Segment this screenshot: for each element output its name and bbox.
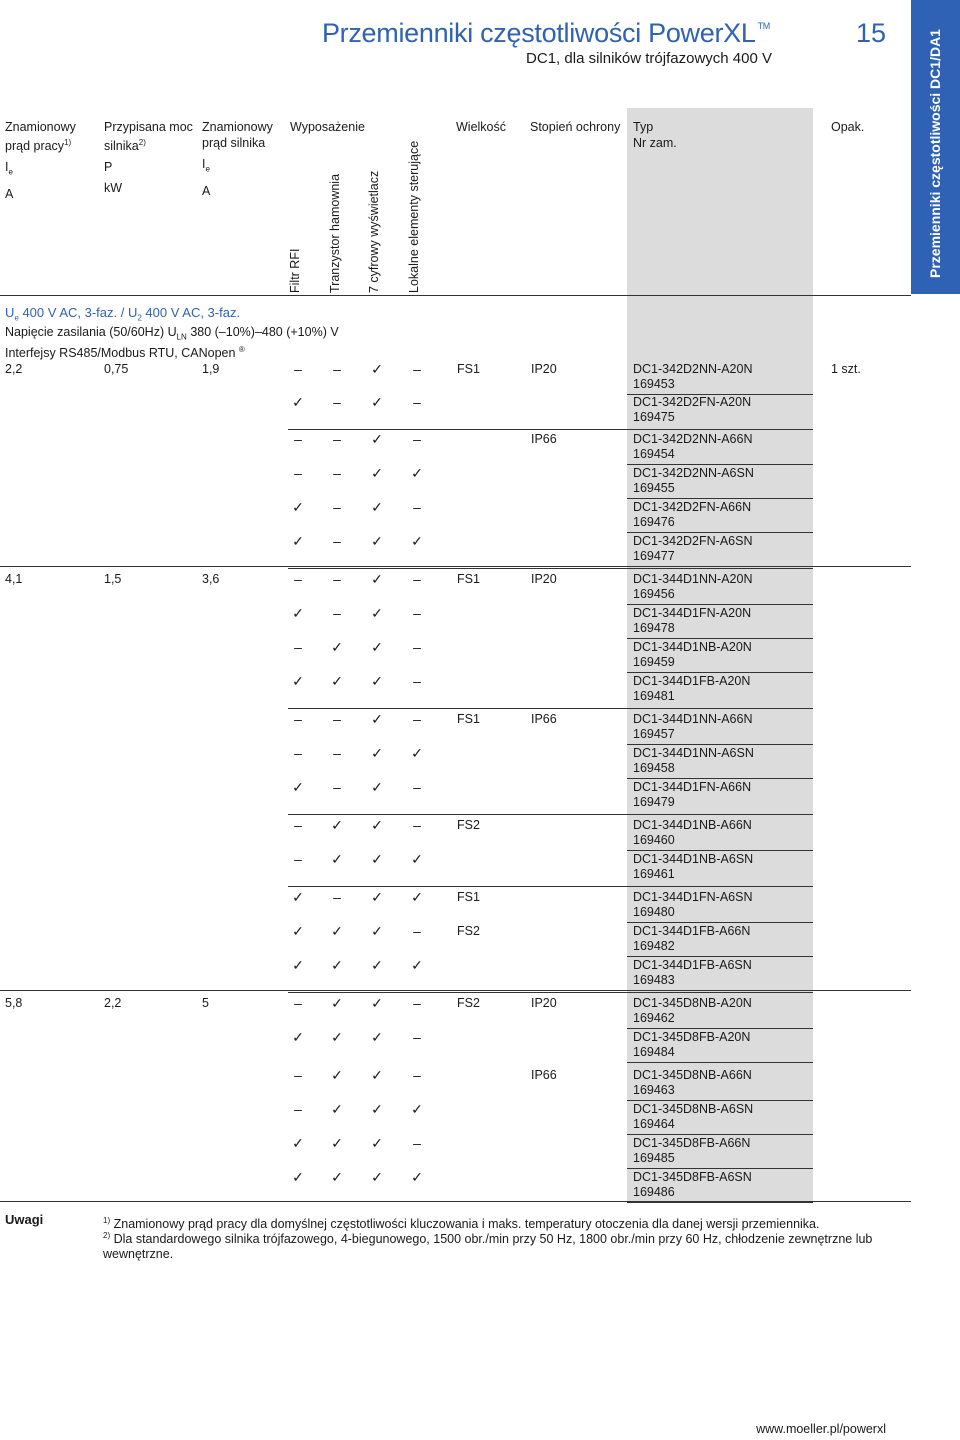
- row-separator: [0, 1201, 911, 1202]
- dash-icon: –: [413, 361, 421, 377]
- header-display: 7 cyfrowy wyświetlacz: [367, 170, 381, 293]
- dash-icon: –: [294, 851, 302, 867]
- header-rated-current: Znamionowy prąd pracy$^{1)}$ $I_e$ A: [5, 120, 76, 201]
- order-number: 169458: [633, 761, 675, 775]
- dash-icon: –: [333, 605, 341, 621]
- page-subtitle: DC1, dla silników trójfazowych 400 V: [526, 50, 772, 67]
- order-number: 169464: [633, 1117, 675, 1131]
- checkmark-icon: ✓: [371, 711, 383, 727]
- checkmark-icon: ✓: [371, 995, 383, 1011]
- order-number: 169478: [633, 621, 675, 635]
- dash-icon: –: [413, 431, 421, 447]
- side-tab-label: Przemienniki częstotliwości DC1/DA1: [927, 29, 943, 278]
- row-separator: [0, 566, 911, 567]
- dash-icon: –: [294, 639, 302, 655]
- order-number: 169477: [633, 549, 675, 563]
- header-motor-power: Przypisana moc silnika$^{2)}$ P kW: [104, 120, 193, 196]
- dash-icon: –: [413, 394, 421, 410]
- row-separator: [288, 814, 813, 815]
- type-designation: DC1-344D1NN-A6SN: [633, 746, 754, 760]
- checkmark-icon: ✓: [292, 533, 304, 549]
- type-designation: DC1-344D1NB-A66N: [633, 818, 752, 832]
- dash-icon: –: [333, 571, 341, 587]
- dash-icon: –: [413, 779, 421, 795]
- checkmark-icon: ✓: [331, 1101, 343, 1117]
- row-separator: [0, 990, 911, 991]
- checkmark-icon: ✓: [331, 817, 343, 833]
- dash-icon: –: [333, 465, 341, 481]
- checkmark-icon: ✓: [292, 499, 304, 515]
- checkmark-icon: ✓: [411, 851, 423, 867]
- row-separator: [627, 1134, 813, 1135]
- rated-current-value: 2,2: [5, 362, 23, 376]
- dash-icon: –: [333, 431, 341, 447]
- checkmark-icon: ✓: [411, 465, 423, 481]
- rated-current-value: 5,8: [5, 996, 23, 1010]
- checkmark-icon: ✓: [371, 779, 383, 795]
- checkmark-icon: ✓: [331, 1067, 343, 1083]
- row-separator: [627, 922, 813, 923]
- motor-power-value: 2,2: [104, 996, 122, 1010]
- order-number: 169482: [633, 939, 675, 953]
- type-designation: DC1-342D2FN-A20N: [633, 395, 752, 409]
- header-protection: Stopień ochrony: [530, 120, 621, 134]
- header-brake-transistor: Tranzystor hamownia: [328, 173, 342, 293]
- frame-size-value: FS1: [457, 572, 480, 586]
- order-number: 169484: [633, 1045, 675, 1059]
- motor-power-value: 1,5: [104, 572, 122, 586]
- protection-value: IP66: [531, 1068, 557, 1082]
- type-designation: DC1-344D1NB-A20N: [633, 640, 752, 654]
- checkmark-icon: ✓: [371, 431, 383, 447]
- checkmark-icon: ✓: [331, 995, 343, 1011]
- footer-url[interactable]: www.moeller.pl/powerxl: [756, 1422, 886, 1436]
- row-separator: [288, 708, 813, 709]
- order-number: 169481: [633, 689, 675, 703]
- order-number: 169475: [633, 410, 675, 424]
- checkmark-icon: ✓: [371, 1169, 383, 1185]
- checkmark-icon: ✓: [331, 851, 343, 867]
- motor-current-value: 5: [202, 996, 209, 1010]
- checkmark-icon: ✓: [292, 605, 304, 621]
- row-separator: [627, 498, 813, 499]
- checkmark-icon: ✓: [371, 394, 383, 410]
- dash-icon: –: [413, 1029, 421, 1045]
- checkmark-icon: ✓: [371, 605, 383, 621]
- dash-icon: –: [413, 995, 421, 1011]
- trademark: TM: [757, 21, 770, 31]
- dash-icon: –: [294, 1101, 302, 1117]
- checkmark-icon: ✓: [371, 889, 383, 905]
- checkmark-icon: ✓: [411, 1101, 423, 1117]
- header-local-controls: Lokalne elementy sterujące: [407, 140, 421, 293]
- row-separator: [627, 604, 813, 605]
- order-number: 169460: [633, 833, 675, 847]
- dash-icon: –: [413, 1067, 421, 1083]
- dash-icon: –: [333, 779, 341, 795]
- checkmark-icon: ✓: [292, 1029, 304, 1045]
- rated-current-value: 4,1: [5, 572, 23, 586]
- type-designation: DC1-345D8NB-A66N: [633, 1068, 752, 1082]
- type-designation: DC1-345D8NB-A6SN: [633, 1102, 754, 1116]
- frame-size-value: FS1: [457, 712, 480, 726]
- type-designation: DC1-344D1FN-A6SN: [633, 890, 753, 904]
- dash-icon: –: [413, 499, 421, 515]
- notes-label: Uwagi: [5, 1212, 44, 1227]
- checkmark-icon: ✓: [331, 1029, 343, 1045]
- section-voltage: $U_e$ 400 V AC, 3-faz. / $U_2$ 400 V AC, 3-faz.: [5, 305, 241, 323]
- checkmark-icon: ✓: [371, 1029, 383, 1045]
- row-separator: [627, 956, 813, 957]
- order-number: 169455: [633, 481, 675, 495]
- row-separator: [288, 429, 813, 430]
- type-designation: DC1-344D1FB-A66N: [633, 924, 751, 938]
- row-separator: [627, 850, 813, 851]
- row-separator: [288, 992, 813, 993]
- protection-value: IP20: [531, 572, 557, 586]
- checkmark-icon: ✓: [371, 465, 383, 481]
- order-number: 169476: [633, 515, 675, 529]
- dash-icon: –: [333, 394, 341, 410]
- order-number: 169480: [633, 905, 675, 919]
- page-title: Przemienniki częstotliwości PowerXL ™: [321, 18, 770, 48]
- checkmark-icon: ✓: [292, 779, 304, 795]
- type-designation: DC1-344D1NN-A66N: [633, 712, 753, 726]
- type-designation: DC1-345D8FB-A20N: [633, 1030, 751, 1044]
- dash-icon: –: [294, 361, 302, 377]
- row-separator: [288, 886, 813, 887]
- checkmark-icon: ✓: [411, 1169, 423, 1185]
- type-designation: DC1-342D2FN-A6SN: [633, 534, 753, 548]
- note-1: $^{1)}$ Znamionowy prąd pracy dla domyślnej częstotliwości kluczowania i maks. temperatury otoczenia dla danej wersji przemiennika.: [103, 1216, 820, 1232]
- checkmark-icon: ✓: [371, 639, 383, 655]
- dash-icon: –: [413, 639, 421, 655]
- protection-value: IP66: [531, 712, 557, 726]
- frame-size-value: FS1: [457, 362, 480, 376]
- page-number: 15: [855, 18, 886, 48]
- checkmark-icon: ✓: [292, 1169, 304, 1185]
- checkmark-icon: ✓: [292, 889, 304, 905]
- checkmark-icon: ✓: [411, 957, 423, 973]
- order-number: 169463: [633, 1083, 675, 1097]
- checkmark-icon: ✓: [292, 923, 304, 939]
- type-designation: DC1-342D2FN-A66N: [633, 500, 752, 514]
- dash-icon: –: [294, 571, 302, 587]
- frame-size-value: FS2: [457, 924, 480, 938]
- type-designation: DC1-344D1FN-A20N: [633, 606, 752, 620]
- checkmark-icon: ✓: [371, 533, 383, 549]
- order-number: 169483: [633, 973, 675, 987]
- dash-icon: –: [294, 1067, 302, 1083]
- order-number: 169479: [633, 795, 675, 809]
- dash-icon: –: [294, 995, 302, 1011]
- type-designation: DC1-345D8NB-A20N: [633, 996, 752, 1010]
- checkmark-icon: ✓: [292, 673, 304, 689]
- side-tab: [911, 0, 960, 294]
- dash-icon: –: [333, 889, 341, 905]
- order-number: 169456: [633, 587, 675, 601]
- row-separator: [627, 1028, 813, 1029]
- row-separator: [627, 1202, 813, 1203]
- row-separator: [627, 744, 813, 745]
- row-separator: [627, 638, 813, 639]
- note-2: $^{2)}$ Dla standardowego silnika trójfazowego, 4-biegunowego, 1500 obr./min przy 50 Hz, 1800 obr./min przy 60 Hz, chłodzenie zewnętrzne lub wewnętrzne.: [103, 1231, 873, 1262]
- checkmark-icon: ✓: [411, 745, 423, 761]
- type-designation: DC1-342D2NN-A66N: [633, 432, 753, 446]
- dash-icon: –: [333, 533, 341, 549]
- checkmark-icon: ✓: [331, 1169, 343, 1185]
- order-number: 169461: [633, 867, 675, 881]
- order-number: 169486: [633, 1185, 675, 1199]
- dash-icon: –: [413, 571, 421, 587]
- checkmark-icon: ✓: [411, 533, 423, 549]
- frame-size-value: FS2: [457, 818, 480, 832]
- dash-icon: –: [413, 711, 421, 727]
- type-designation: DC1-342D2NN-A20N: [633, 362, 753, 376]
- dash-icon: –: [333, 361, 341, 377]
- checkmark-icon: ✓: [411, 889, 423, 905]
- motor-current-value: 1,9: [202, 362, 220, 376]
- dash-icon: –: [413, 673, 421, 689]
- order-number: 169457: [633, 727, 675, 741]
- dash-icon: –: [413, 1135, 421, 1151]
- row-separator: [627, 1100, 813, 1101]
- section-interfaces: Interfejsy RS485/Modbus RTU, CANopen ®: [5, 345, 245, 361]
- checkmark-icon: ✓: [331, 639, 343, 655]
- type-designation: DC1-342D2NN-A6SN: [633, 466, 754, 480]
- row-separator: [627, 532, 813, 533]
- checkmark-icon: ✓: [371, 499, 383, 515]
- order-number: 169459: [633, 655, 675, 669]
- type-designation: DC1-344D1FB-A20N: [633, 674, 751, 688]
- row-separator: [627, 778, 813, 779]
- header-motor-current: Znamionowy prąd silnika $I_e$ A: [202, 120, 273, 198]
- dash-icon: –: [294, 817, 302, 833]
- order-number: 169454: [633, 447, 675, 461]
- dash-icon: –: [413, 605, 421, 621]
- frame-size-value: FS2: [457, 996, 480, 1010]
- checkmark-icon: ✓: [331, 957, 343, 973]
- motor-current-value: 3,6: [202, 572, 220, 586]
- type-designation: DC1-344D1FN-A66N: [633, 780, 752, 794]
- checkmark-icon: ✓: [371, 1135, 383, 1151]
- dash-icon: –: [294, 745, 302, 761]
- checkmark-icon: ✓: [331, 673, 343, 689]
- package-value: 1 szt.: [831, 362, 861, 376]
- dash-icon: –: [294, 431, 302, 447]
- header-type: Typ Nr zam.: [633, 120, 677, 150]
- row-separator: [0, 295, 911, 296]
- protection-value: IP20: [531, 996, 557, 1010]
- dash-icon: –: [333, 711, 341, 727]
- checkmark-icon: ✓: [371, 1101, 383, 1117]
- checkmark-icon: ✓: [292, 1135, 304, 1151]
- checkmark-icon: ✓: [371, 673, 383, 689]
- type-designation: DC1-345D8FB-A6SN: [633, 1170, 752, 1184]
- checkmark-icon: ✓: [292, 394, 304, 410]
- row-separator: [627, 672, 813, 673]
- type-designation: DC1-345D8FB-A66N: [633, 1136, 751, 1150]
- dash-icon: –: [333, 745, 341, 761]
- checkmark-icon: ✓: [371, 923, 383, 939]
- header-equipment: Wyposażenie: [290, 120, 365, 134]
- header-frame-size: Wielkość: [456, 120, 507, 134]
- checkmark-icon: ✓: [331, 923, 343, 939]
- header-rfi-filter: Filtr RFI: [288, 248, 302, 293]
- dash-icon: –: [413, 817, 421, 833]
- dash-icon: –: [413, 923, 421, 939]
- checkmark-icon: ✓: [292, 957, 304, 973]
- frame-size-value: FS1: [457, 890, 480, 904]
- dash-icon: –: [294, 465, 302, 481]
- dash-icon: –: [294, 711, 302, 727]
- order-number: 169485: [633, 1151, 675, 1165]
- checkmark-icon: ✓: [371, 817, 383, 833]
- type-designation: DC1-344D1FB-A6SN: [633, 958, 752, 972]
- order-number: 169462: [633, 1011, 675, 1025]
- order-number: 169453: [633, 377, 675, 391]
- type-designation: DC1-344D1NB-A6SN: [633, 852, 754, 866]
- checkmark-icon: ✓: [371, 361, 383, 377]
- row-separator: [627, 1062, 813, 1063]
- checkmark-icon: ✓: [371, 957, 383, 973]
- checkmark-icon: ✓: [331, 1135, 343, 1151]
- checkmark-icon: ✓: [371, 851, 383, 867]
- section-supply: Napięcie zasilania (50/60Hz) $U_{LN}$ 380 (–10%)–480 (+10%) V: [5, 325, 339, 342]
- protection-value: IP20: [531, 362, 557, 376]
- checkmark-icon: ✓: [371, 745, 383, 761]
- checkmark-icon: ✓: [371, 571, 383, 587]
- row-separator: [627, 464, 813, 465]
- motor-power-value: 0,75: [104, 362, 129, 376]
- row-separator: [288, 568, 813, 569]
- dash-icon: –: [333, 499, 341, 515]
- row-separator: [627, 1168, 813, 1169]
- checkmark-icon: ✓: [371, 1067, 383, 1083]
- type-designation: DC1-344D1NN-A20N: [633, 572, 753, 586]
- header-package: Opak.: [831, 120, 865, 134]
- protection-value: IP66: [531, 432, 557, 446]
